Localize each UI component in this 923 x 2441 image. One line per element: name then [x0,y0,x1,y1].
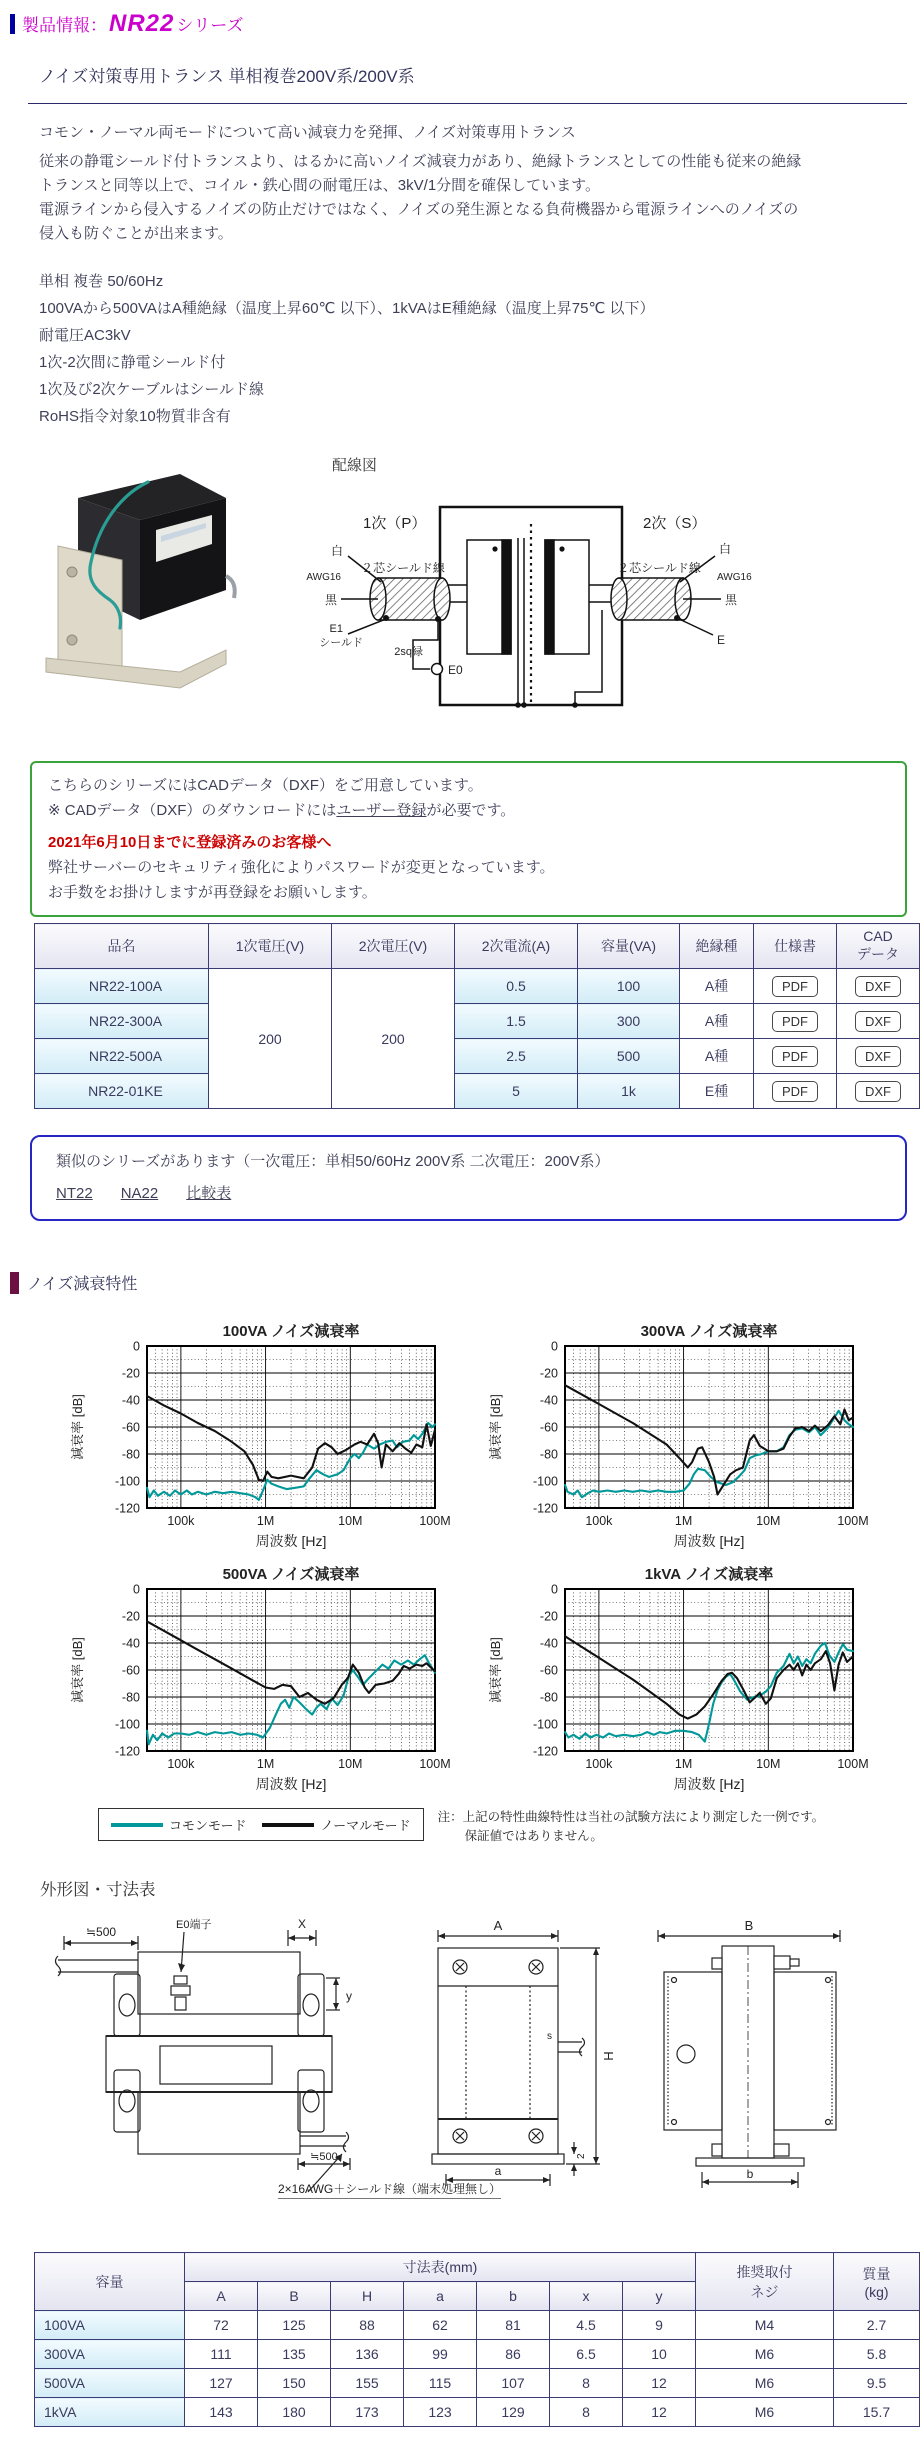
outline-drawings [0,1914,923,2224]
capacity-cell: 100VA [35,2311,185,2340]
cad-line2: ※ CADデータ（DXF）のダウンロードにはユーザー登録が必要です。 [48,802,516,819]
chart-cell [480,1563,880,1806]
spec-sheet-cell [754,969,837,1004]
y-axis-label: 減衰率 [dB] [488,1637,503,1703]
y-tick: -80 [121,1447,140,1462]
primary-voltage-cell: 200 [209,969,332,1109]
x-axis-label: 周波数 [Hz] [673,1533,745,1549]
pdf-button[interactable]: PDF [772,976,818,997]
outline-front-view [428,1914,628,2214]
black-label-left: 黒 [324,593,337,607]
spec-line: 単相 複巻 50/60Hz [39,273,164,290]
dim-value-cell: 125 [258,2311,331,2340]
secondary-current-cell: 2.5 [455,1039,578,1074]
shield-cable-label-left: ２芯シールド線 [361,561,445,575]
dim-table-row [35,2311,920,2340]
description-line: 従来の静電シールド付トランスより、はるかに高いノイズ減衰力があり、絶縁トランスとしての性能も従来の絶縁 [39,153,802,170]
cad-data-cell [837,969,920,1004]
secondary-current-cell: 0.5 [455,969,578,1004]
dim-value-cell: 115 [404,2369,477,2398]
dim-table-row [35,2369,920,2398]
chart-title: 1kVA ノイズ減衰率 [644,1566,774,1583]
product-table-header: 1次電圧(V) [209,924,332,969]
spec-line: 1次及び2次ケーブルはシールド線 [39,381,265,398]
cable-length-bottom-label: ≒500 [310,2151,338,2163]
series-common-mode [147,1655,435,1744]
insulation-cell: A種 [680,969,754,1004]
secondary-voltage-cell: 200 [332,969,455,1109]
a-dim-label: A [493,1918,503,1933]
y-tick: -20 [121,1609,140,1624]
y-tick: -100 [114,1474,140,1489]
noise-chart-100va [62,1320,462,1558]
cad-data-cell [837,1039,920,1074]
dim-value-cell: 143 [185,2398,258,2427]
y-tick: -40 [539,1393,558,1408]
outline-top-view [48,1914,358,2214]
primary-label: 1次（P） [363,515,427,532]
dim-value-cell: 72 [185,2311,258,2340]
x-tick: 100k [167,1757,195,1771]
dxf-button[interactable]: DXF [855,976,901,997]
x-tick: 10M [756,1514,781,1528]
series-normal-mode [565,1385,853,1494]
chart-note [438,1808,825,1846]
capacity-cell: 100 [578,969,680,1004]
chart-title: 500VA ノイズ減衰率 [222,1566,360,1583]
cad-alert-heading: 2021年6月10日までに登録済みのお客様へ [48,834,332,851]
similar-series-link-nt22[interactable]: NT22 [56,1185,93,1202]
product-table-header: 2次電圧(V) [332,924,455,969]
table-row [35,1074,920,1109]
dim-table-row [35,2340,920,2369]
chart-cell [62,1320,462,1563]
a-small-dim-label: a [494,2164,502,2178]
dim-value-cell: 136 [331,2340,404,2369]
pdf-button[interactable]: PDF [772,1011,818,1032]
product-table [34,923,920,1109]
cad-data-cell [837,1004,920,1039]
dim-value-cell: 4.5 [550,2311,623,2340]
spec-sheet-cell [754,1039,837,1074]
header-accent-bar [10,14,15,34]
chart-cell [62,1563,462,1806]
y-tick: 0 [551,1339,558,1354]
x-tick: 100M [419,1514,451,1528]
product-table-header: 品名 [35,924,209,969]
y-tick: -80 [121,1690,140,1705]
lead-text: コモン・ノーマル両モードについて高い減衰力を発揮、ノイズ対策専用トランス [39,124,576,141]
table-row [35,1004,920,1039]
product-name-cell: NR22-100A [35,969,209,1004]
page-title: ノイズ対策専用トランス 単相複巻200V系/200V系 [28,62,907,104]
white-label-right: 白 [719,542,732,556]
dim-value-cell: 12 [623,2369,696,2398]
capacity-cell: 300 [578,1004,680,1039]
product-table-header: 絶縁種 [680,924,754,969]
y-tick: -40 [121,1636,140,1651]
insulation-cell: A種 [680,1039,754,1074]
dims-header: 寸法表(mm) [185,2253,696,2282]
y-tick: -60 [539,1420,558,1435]
chart-cell [480,1320,880,1563]
noise-section-header [10,1271,923,1294]
x-tick: 100M [419,1757,451,1771]
y-tick: -120 [114,1744,140,1759]
cad-line1: こちらのシリーズにはCADデータ（DXF）をご用意しています。 [48,777,483,794]
dim-value-cell: 8 [550,2398,623,2427]
dim-col-header: A [185,2282,258,2311]
cad-info-box [30,761,907,917]
cable-note: 2×16AWG＋シールド線（端末処理無し） [278,2180,501,2199]
two-dim-label: 2 [576,2153,587,2159]
b-dim-label: B [744,1918,754,1933]
spec-line: 耐電圧AC3kV [39,327,131,344]
screw-header: 推奨取付 ネジ [696,2253,834,2311]
noise-chart-1kva [480,1563,880,1801]
capacity-cell: 1k [578,1074,680,1109]
awg-label-left: AWG16 [306,572,341,583]
dim-value-cell: 12 [623,2398,696,2427]
legend-swatch [262,1823,314,1827]
dim-header-row1 [35,2253,920,2282]
table-row [35,1039,920,1074]
x-axis-label: 周波数 [Hz] [255,1776,327,1792]
pdf-button[interactable]: PDF [772,1046,818,1067]
capacity-cell: 1kVA [35,2398,185,2427]
dimension-table [34,2252,920,2427]
dxf-button[interactable]: DXF [855,1011,901,1032]
shield-cable-label-right: ２芯シールド線 [617,561,701,575]
e0-label: E0 [448,663,463,677]
y-axis-label: 減衰率 [dB] [70,1637,85,1703]
x-tick: 1M [256,1757,275,1771]
chart-legend [98,1808,424,1841]
e1-label: E1 [329,623,343,635]
dim-value-cell: 150 [258,2369,331,2398]
screw-cell: M4 [696,2311,834,2340]
legend-entry [262,1815,410,1834]
screw-cell: M6 [696,2340,834,2369]
dim-value-cell: 8 [550,2369,623,2398]
description-line: トランスと同等以上で、コイル・鉄心間の耐電圧は、3kV/1分間を確保しています。 [39,177,600,194]
y-tick: -20 [539,1609,558,1624]
dim-value-cell: 86 [477,2340,550,2369]
series-name: NR22 [109,10,175,37]
mass-cell: 15.7 [834,2398,920,2427]
pdf-button[interactable]: PDF [772,1081,818,1102]
b-small-dim-label: b [746,2167,754,2181]
dim-value-cell: 81 [477,2311,550,2340]
dxf-button[interactable]: DXF [855,1081,901,1102]
x-dim-label: X [297,1917,307,1931]
similar-series-link-比較表[interactable]: 比較表 [186,1185,232,1202]
y-tick: -120 [532,1501,558,1516]
mass-cell: 5.8 [834,2340,920,2369]
e-label: E [717,633,726,647]
awg-label-right: AWG16 [717,572,752,583]
wiring-diagram [253,482,913,722]
y-tick: -80 [539,1690,558,1705]
dim-value-cell: 10 [623,2340,696,2369]
cad-data-cell [837,1074,920,1109]
product-table-header: 容量(VA) [578,924,680,969]
e0-terminal-label: E0端子 [176,1919,212,1931]
x-tick: 1M [256,1514,275,1528]
y-tick: 0 [133,1582,140,1597]
secondary-current-cell: 5 [455,1074,578,1109]
section-accent-bar [10,1272,19,1294]
y-tick: 0 [133,1339,140,1354]
y-dim-label: y [346,1989,352,2003]
dim-value-cell: 99 [404,2340,477,2369]
dim-value-cell: 155 [331,2369,404,2398]
y-tick: -60 [121,1420,140,1435]
y-tick: -40 [121,1393,140,1408]
insulation-cell: A種 [680,1004,754,1039]
photo-wiring-row [0,446,923,728]
x-tick: 1M [674,1757,693,1771]
similar-series-link-na22[interactable]: NA22 [120,1185,159,1202]
cable-length-top-label: ≒500 [85,1925,117,1939]
green-wire-label: 2sq緑 [394,646,423,658]
dim-col-header: y [623,2282,696,2311]
product-name-cell: NR22-01KE [35,1074,209,1109]
dim-table-row [35,2398,920,2427]
spec-sheet-cell [754,1074,837,1109]
dim-value-cell: 123 [404,2398,477,2427]
dim-col-header: x [550,2282,623,2311]
x-tick: 100k [585,1757,613,1771]
dim-value-cell: 62 [404,2311,477,2340]
header-prefix: 製品情報： [22,16,107,35]
y-tick: -60 [121,1663,140,1678]
dim-col-header: a [404,2282,477,2311]
dim-value-cell: 180 [258,2398,331,2427]
screw-cell: M6 [696,2369,834,2398]
mass-header: 質量 (kg) [834,2253,920,2311]
mass-cell: 2.7 [834,2311,920,2340]
spec-list [39,268,923,430]
x-tick: 10M [338,1514,363,1528]
legend-swatch [111,1823,163,1827]
cad-alert-line1: 弊社サーバーのセキュリティ強化によりパスワードが変更となっています。 [48,859,555,876]
x-tick: 100k [585,1514,613,1528]
screw-cell: M6 [696,2398,834,2427]
header-title [22,10,244,38]
description-line: 電源ラインから侵入するノイズの防止だけではなく、ノイズの発生源となる負荷機器から電源ラインへのノイズの [39,201,799,218]
y-axis-label: 減衰率 [dB] [70,1394,85,1460]
y-tick: -40 [539,1636,558,1651]
noise-chart-500va [62,1563,462,1801]
x-tick: 1M [674,1514,693,1528]
cad-alert-line2: お手数をお掛けしますが再登録をお願いします。 [48,884,377,901]
y-tick: -100 [114,1717,140,1732]
product-table-header: 2次電流(A) [455,924,578,969]
black-label-right: 黒 [725,593,738,607]
dim-col-header: b [477,2282,550,2311]
y-tick: -120 [114,1501,140,1516]
s-label: s [547,2031,552,2042]
outline-side-view [650,1914,850,2214]
page-header [0,0,923,38]
x-axis-label: 周波数 [Hz] [255,1533,327,1549]
x-tick: 100M [837,1757,869,1771]
y-tick: -60 [539,1663,558,1678]
x-tick: 10M [338,1757,363,1771]
similar-series-box [30,1135,907,1221]
insulation-cell: E種 [680,1074,754,1109]
dim-value-cell: 6.5 [550,2340,623,2369]
white-label-left: 白 [330,544,343,558]
chart-note-line2: 保証値ではありません。 [464,1829,603,1843]
dim-value-cell: 88 [331,2311,404,2340]
shield-label: シールド [319,637,363,649]
dim-value-cell: 9 [623,2311,696,2340]
capacity-cell: 300VA [35,2340,185,2369]
y-tick: -20 [121,1366,140,1381]
dim-value-cell: 111 [185,2340,258,2369]
product-name-cell: NR22-500A [35,1039,209,1074]
user-registration-link[interactable]: ユーザー登録 [336,802,427,819]
x-tick: 10M [756,1757,781,1771]
dim-col-header: B [258,2282,331,2311]
secondary-current-cell: 1.5 [455,1004,578,1039]
dim-value-cell: 173 [331,2398,404,2427]
x-axis-label: 周波数 [Hz] [673,1776,745,1792]
y-tick: -20 [539,1366,558,1381]
secondary-label: 2次（S） [643,515,707,532]
dxf-button[interactable]: DXF [855,1046,901,1067]
dim-value-cell: 135 [258,2340,331,2369]
spec-line: 1次-2次間に静電シールド付 [39,354,226,371]
mass-cell: 9.5 [834,2369,920,2398]
similar-series-text: 類似のシリーズがあります（一次電圧：単相50/60Hz 200V系 二次電圧：200V系） [56,1153,610,1170]
noise-chart-300va [480,1320,880,1558]
spec-sheet-cell [754,1004,837,1039]
x-tick: 100M [837,1514,869,1528]
description-line: 侵入も防ぐことが出来ます。 [39,225,233,242]
chart-title: 100VA ノイズ減衰率 [222,1323,360,1340]
header-suffix: シリーズ [176,16,244,35]
legend-label: ノーマルモード [320,1818,411,1833]
capacity-cell: 500 [578,1039,680,1074]
noise-charts-grid [62,1320,923,1806]
y-tick: -80 [539,1447,558,1462]
legend-label: コモンモード [169,1818,247,1833]
y-tick: -100 [532,1717,558,1732]
chart-legend-row [98,1808,923,1846]
product-name-cell: NR22-300A [35,1004,209,1039]
product-table-header-row [35,924,920,969]
product-photo [30,468,240,708]
product-table-header: 仕様書 [754,924,837,969]
y-tick: -100 [532,1474,558,1489]
outline-section-title: 外形図・寸法表 [40,1881,156,1899]
capacity-cell: 500VA [35,2369,185,2398]
legend-entry [111,1815,246,1834]
capacity-header: 容量 [35,2253,185,2311]
dim-value-cell: 127 [185,2369,258,2398]
dim-value-cell: 129 [477,2398,550,2427]
similar-series-links [56,1181,881,1207]
product-table-header: CAD データ [837,924,920,969]
y-axis-label: 減衰率 [dB] [488,1394,503,1460]
wiring-diagram-heading: 配線図 [332,457,378,474]
chart-title: 300VA ノイズ減衰率 [640,1323,778,1340]
x-tick: 100k [167,1514,195,1528]
description-text [39,150,887,246]
table-row [35,969,920,1004]
dim-col-header: H [331,2282,404,2311]
dim-value-cell: 107 [477,2369,550,2398]
spec-line: RoHS指令対象10物質非含有 [39,408,231,425]
h-dim-label: H [601,2051,616,2061]
spec-line: 100VAから500VAはA種絶縁（温度上昇60℃ 以下）、1kVAはE種絶縁（温度上昇75℃ 以下） [39,300,655,317]
noise-section-title: ノイズ減衰特性 [27,1276,138,1293]
y-tick: -120 [532,1744,558,1759]
chart-note-line1: 注：上記の特性曲線特性は当社の試験方法により測定した一例です。 [437,1810,825,1824]
y-tick: 0 [551,1582,558,1597]
